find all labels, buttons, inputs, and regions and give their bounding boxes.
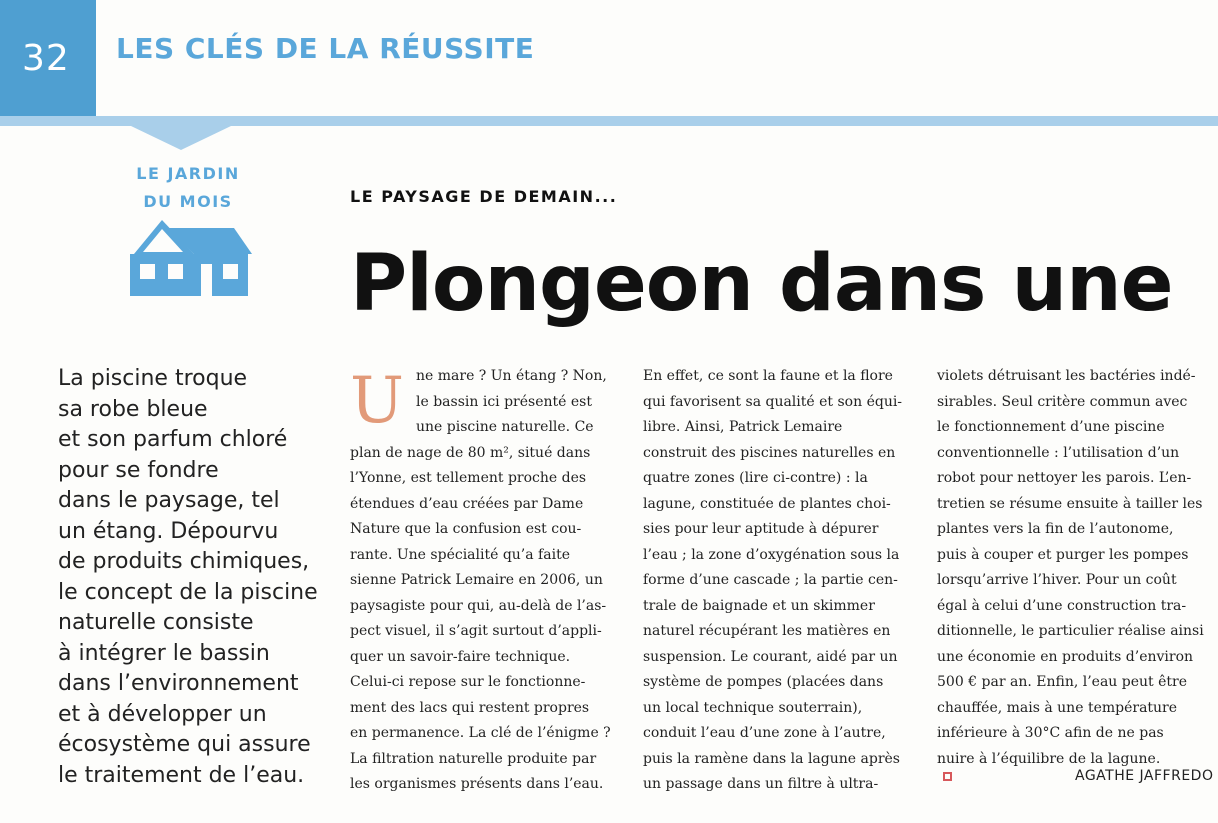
body-line: La filtration naturelle produite par — [350, 750, 597, 767]
intro-line: le concept de la piscine — [58, 579, 318, 605]
body-line: une piscine naturelle. Ce — [416, 419, 594, 435]
intro-line: naturelle consiste — [58, 610, 254, 635]
body-line: en permanence. La clé de l’énigme ? — [350, 725, 611, 741]
body-line: inférieure à 30°C afin de ne pas — [937, 725, 1164, 741]
body-line: En effet, ce sont la faune et la flore — [643, 368, 893, 384]
body-line: qui favorisent sa qualité et son équi- — [643, 393, 903, 410]
body-line: robot pour nettoyer les parois. L’en- — [937, 470, 1192, 486]
body-line: suspension. Le courant, aidé par un — [643, 648, 898, 665]
body-line: ditionnelle, le particulier réalise ainsi — [937, 623, 1204, 639]
body-line: l’Yonne, est tellement proche des — [350, 470, 587, 486]
intro-line: un étang. Dépourvu — [58, 518, 279, 544]
body-line: ment des lacs qui restent propres — [350, 699, 590, 716]
body-line: rante. Une spécialité qu’a faite — [350, 546, 570, 563]
intro-line: dans le paysage, tel — [58, 488, 280, 513]
end-mark-icon — [943, 772, 952, 781]
body-line: paysagiste pour qui, au-delà de l’as- — [350, 597, 607, 614]
house-icon — [124, 216, 254, 298]
rule-pointer — [131, 126, 231, 150]
article-intro — [58, 364, 333, 791]
intro-line: de produits chimiques, — [58, 549, 310, 574]
body-line: un local technique souterrain), — [643, 699, 863, 716]
page-number: 32 — [22, 38, 70, 79]
body-line: conduit l’eau d’une zone à l’autre, — [643, 725, 886, 741]
body-line: système de pompes (placées dans — [643, 674, 884, 690]
jardin-du-mois-badge — [118, 160, 258, 216]
intro-line: dans l’environnement — [58, 671, 299, 696]
body-line: plantes vers la fin de l’autonome, — [937, 521, 1174, 537]
body-line: étendues d’eau créées par Dame — [350, 495, 584, 512]
page-number-box — [0, 0, 96, 116]
body-line: sirables. Seul critère commun avec — [937, 393, 1188, 410]
intro-line: écosystème qui assure — [58, 732, 311, 757]
body-line: le fonctionnement d’une piscine — [937, 419, 1165, 435]
body-line: trale de baignade et un skimmer — [643, 597, 875, 614]
body-line: le bassin ici présenté est — [416, 393, 592, 410]
body-line: lorsqu’arrive l’hiver. Pour un coût — [937, 572, 1177, 588]
intro-line: le traitement de l’eau. — [58, 762, 305, 788]
intro-line: à intégrer le bassin — [58, 640, 270, 666]
author-byline: AGATHE JAFFREDO — [1075, 768, 1214, 784]
intro-line: sa robe bleue — [58, 396, 208, 422]
body-line: 500 € par an. Enfin, l’eau peut être — [937, 674, 1187, 690]
body-line: Celui-ci repose sur le fonctionne- — [350, 674, 586, 690]
body-line: Nature que la confusion est cou- — [350, 521, 582, 537]
body-column-2 — [643, 364, 915, 798]
drop-cap: U — [350, 364, 404, 438]
article-headline: Plongeon dans une — [350, 239, 1173, 329]
intro-line: La piscine troque — [58, 366, 248, 391]
intro-line: et son parfum chloré — [58, 427, 288, 452]
body-line-text: nuire à l’équilibre de la lagune. — [937, 750, 1161, 767]
header-rule — [0, 116, 1218, 126]
body-line: libre. Ainsi, Patrick Lemaire — [643, 419, 843, 435]
badge-line-2: DU MOIS — [143, 192, 233, 211]
body-column-3 — [937, 364, 1209, 781]
body-line: l’eau ; la zone d’oxygénation sous la — [643, 546, 900, 563]
body-line: plan de nage de 80 m², situé dans — [350, 444, 591, 461]
body-line: violets détruisant les bactéries indé- — [937, 368, 1196, 384]
body-line: sies pour leur aptitude à dépurer — [643, 521, 879, 537]
body-line: pect visuel, il s’agit surtout d’appli- — [350, 623, 602, 639]
body-line: un passage dans un filtre à ultra- — [643, 776, 879, 792]
body-line: chauffée, mais à une température — [937, 699, 1178, 716]
body-line: quer un savoir-faire technique. — [350, 648, 571, 665]
section-title: LES CLÉS DE LA RÉUSSITE — [116, 32, 535, 65]
body-line: égal à celui d’une construction tra- — [937, 597, 1187, 614]
body-line: sienne Patrick Lemaire en 2006, un — [350, 572, 603, 588]
body-line: conventionnelle : l’utilisation d’un — [937, 444, 1180, 461]
body-line: quatre zones (lire ci-contre) : la — [643, 470, 868, 486]
body-line: tretien se résume ensuite à tailler les — [937, 495, 1203, 512]
body-column-1 — [350, 364, 622, 798]
body-line: une économie en produits d’environ — [937, 648, 1194, 665]
body-line: les organismes présents dans l’eau. — [350, 776, 604, 792]
body-line: puis la ramène dans la lagune après — [643, 750, 900, 767]
body-line: lagune, constituée de plantes choi- — [643, 495, 891, 512]
body-line: construit des piscines naturelles en — [643, 444, 896, 461]
intro-line: et à développer un — [58, 701, 267, 727]
body-line: ne mare ? Un étang ? Non, — [416, 368, 607, 384]
body-line: naturel récupérant les matières en — [643, 623, 891, 639]
badge-line-1: LE JARDIN — [136, 164, 240, 183]
body-line: forme d’une cascade ; la partie cen- — [643, 572, 898, 588]
intro-line: pour se fondre — [58, 457, 219, 483]
body-line: puis à couper et purger les pompes — [937, 546, 1189, 563]
article-kicker: LE PAYSAGE DE DEMAIN... — [350, 187, 618, 206]
